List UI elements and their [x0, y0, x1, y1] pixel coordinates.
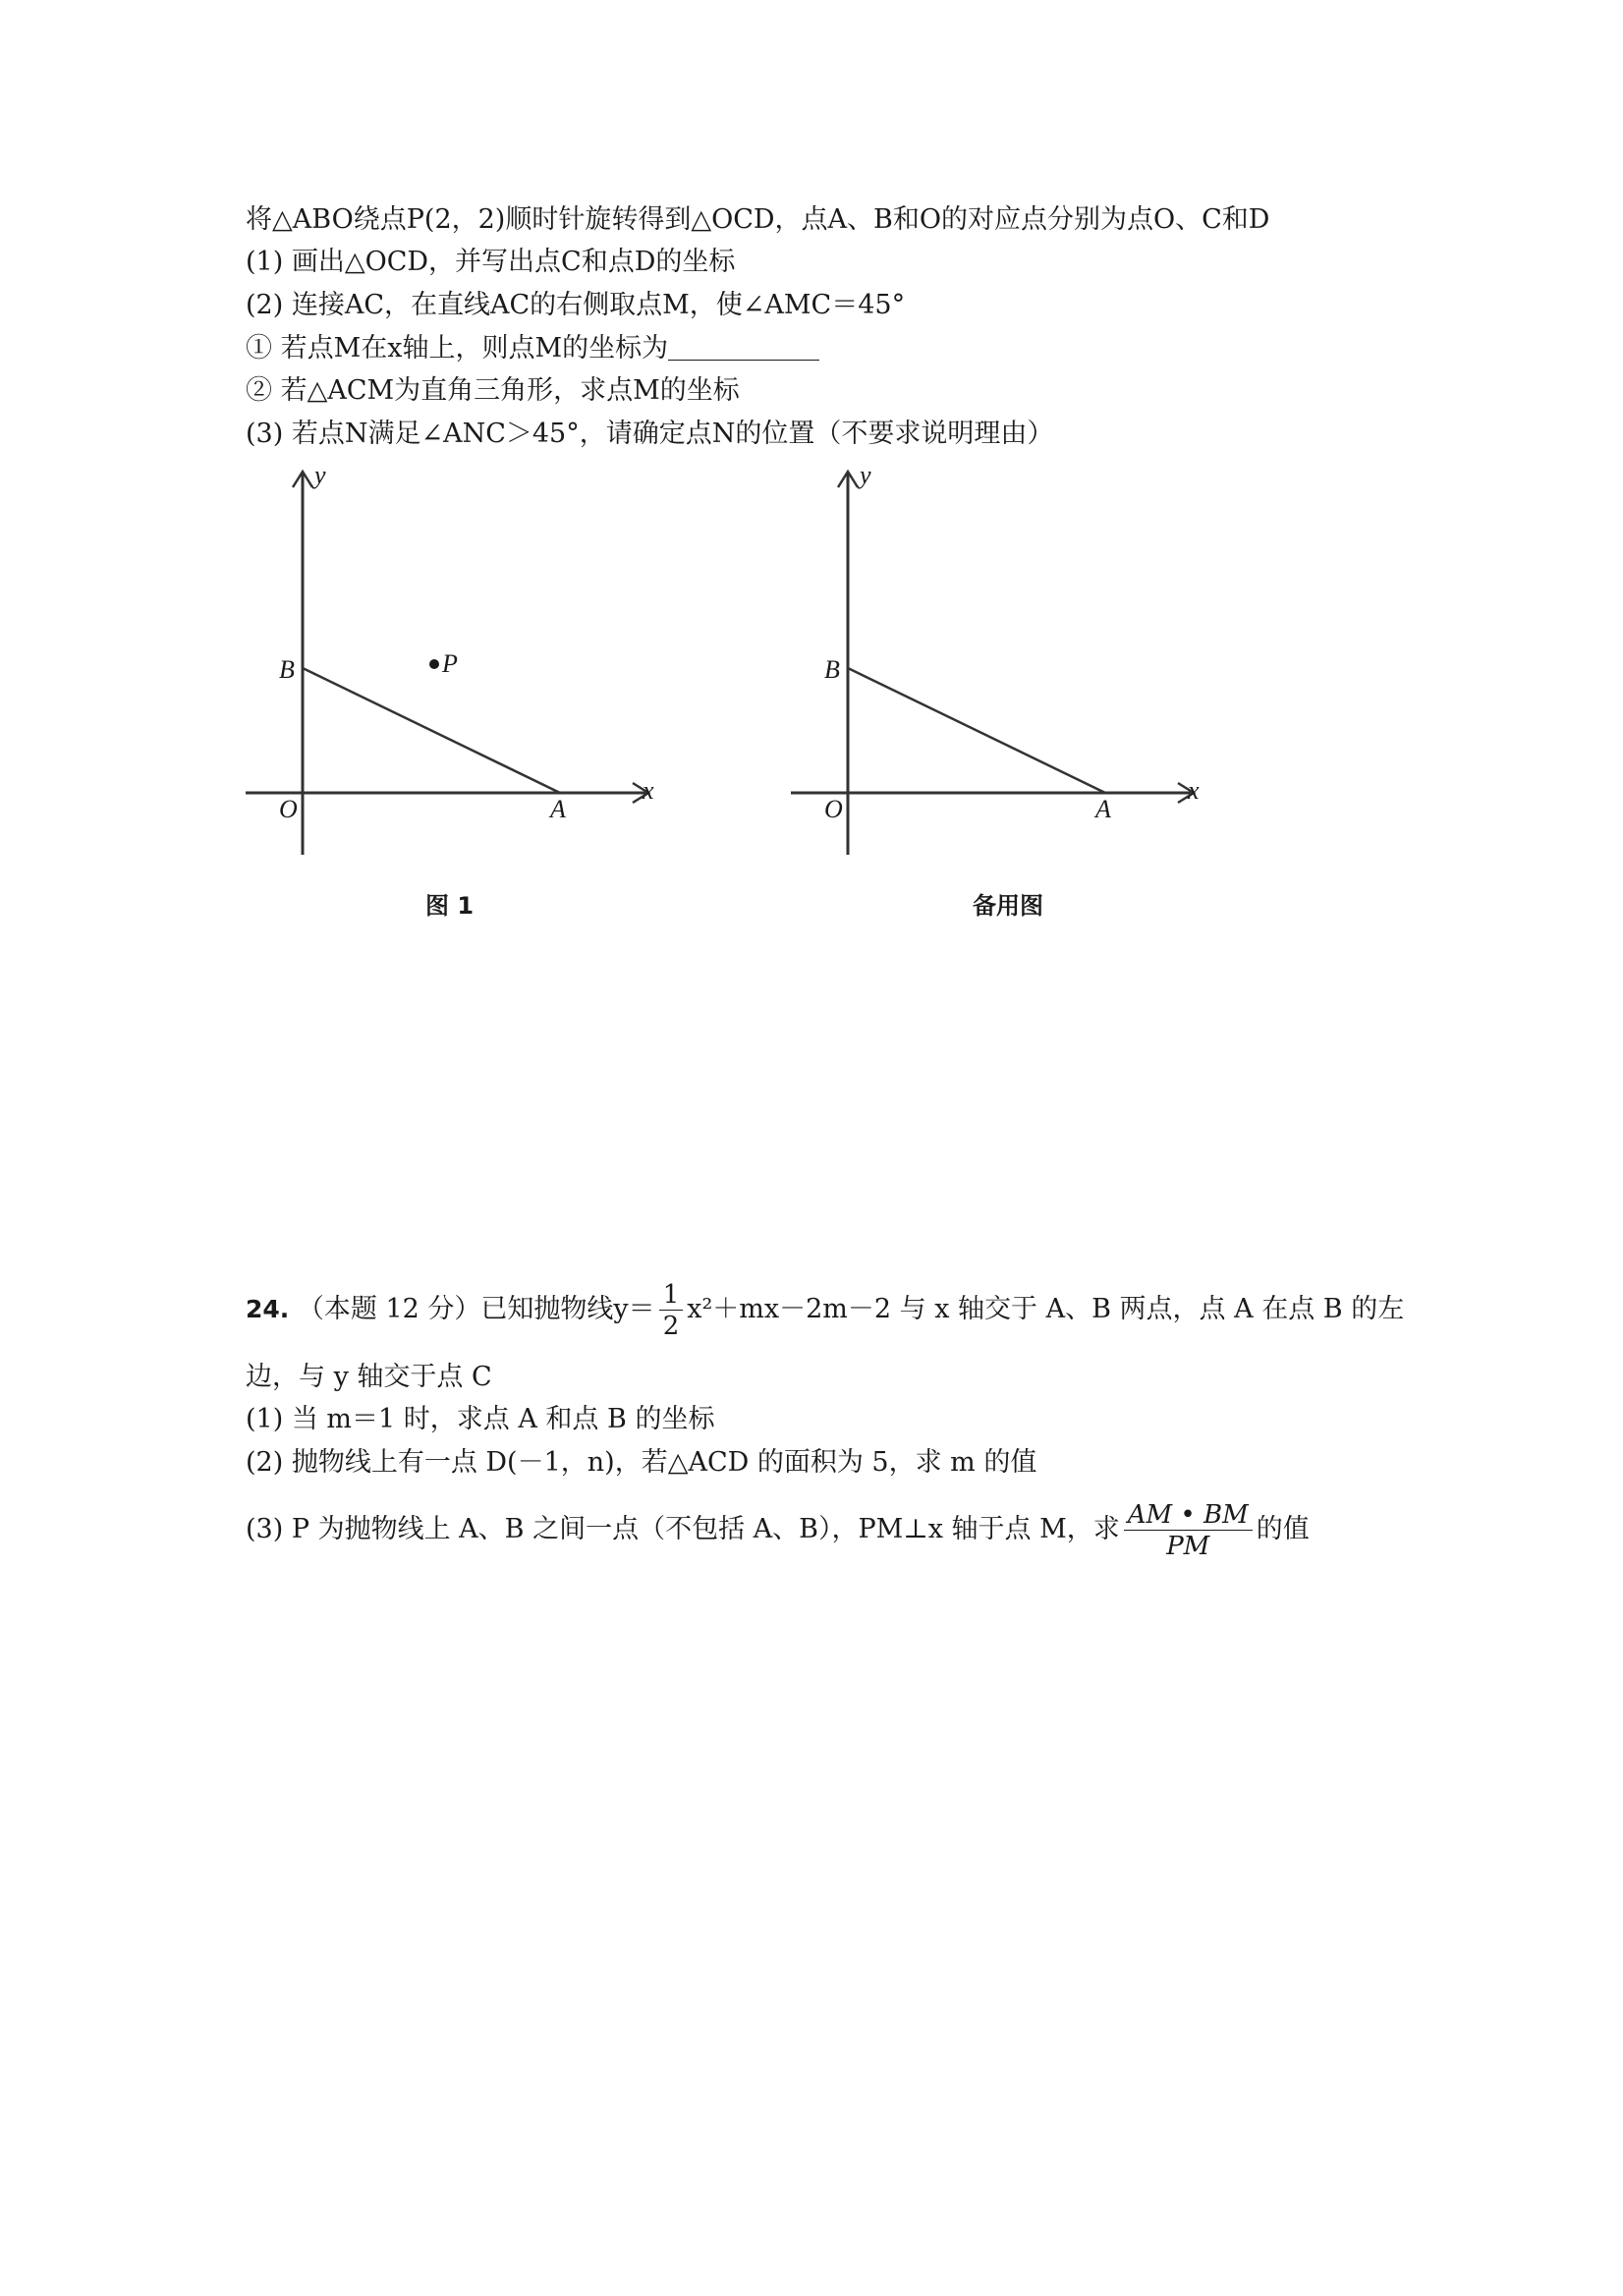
origin-label: O — [824, 795, 843, 823]
x-label: x — [643, 776, 654, 805]
fraction-denominator: 2 — [662, 1311, 680, 1341]
fraction-numerator: 1 — [659, 1282, 684, 1311]
answer-blank — [668, 336, 819, 361]
q23-part2a — [246, 331, 819, 366]
point-b-label: B — [824, 655, 840, 684]
q23-part2: (2) 连接AC，在直线AC的右侧取点M，使∠AMC＝45° — [246, 290, 906, 320]
point-b-label: B — [279, 655, 295, 684]
equation-rest: x²＋mx－2m－2 与 x 轴交于 A、B 两点，点 A 在点 B 的左 — [687, 1294, 1405, 1324]
q23-intro: 将△ABO绕点P(2，2)顺时针旋转得到△OCD，点A、B和O的对应点分别为点O、C和D — [246, 204, 1270, 235]
equation-lhs: y＝ — [613, 1294, 655, 1324]
q24-continuation: 边，与 y 轴交于点 C — [246, 1362, 492, 1392]
point-a-label: A — [550, 795, 566, 823]
y-label: y — [860, 462, 871, 489]
q23-part2b: ② 若△ACM为直角三角形，求点M的坐标 — [246, 375, 740, 406]
point-p — [429, 659, 439, 669]
segment-ab — [848, 668, 1105, 793]
q24-part3-end: 的值 — [1256, 1514, 1310, 1544]
fraction-am-bm-pm — [1124, 1499, 1253, 1561]
q23-part1: (1) 画出△OCD，并写出点C和点D的坐标 — [246, 247, 736, 277]
q23-part3: (3) 若点N满足∠ANC＞45°，请确定点N的位置（不要求说明理由） — [246, 419, 1054, 449]
q24-part2: (2) 抛物线上有一点 D(－1，n)，若△ACD 的面积为 5，求 m 的值 — [246, 1447, 1037, 1478]
x-label: x — [1188, 776, 1200, 805]
fraction-one-half — [659, 1279, 684, 1341]
figure-2-caption: 备用图 — [973, 892, 1043, 920]
figure-2 — [781, 462, 1213, 868]
q24-part3 — [246, 1495, 1310, 1564]
fraction-denominator: PM — [1166, 1531, 1210, 1561]
q23-part2a-text: ① 若点M在x轴上，则点M的坐标为 — [246, 333, 669, 364]
figure-1-caption: 图 1 — [425, 892, 475, 920]
point-p-label: P — [442, 649, 458, 678]
question-number: 24. — [246, 1295, 290, 1323]
fraction-numerator: AM • BM — [1124, 1502, 1253, 1531]
segment-ab — [303, 668, 560, 793]
q24-header-text: （本题 12 分）已知抛物线 — [297, 1294, 614, 1324]
q24-part1: (1) 当 m＝1 时，求点 A 和点 B 的坐标 — [246, 1404, 715, 1434]
figure-1-svg — [236, 462, 668, 865]
origin-label: O — [279, 795, 298, 823]
figure-1 — [236, 462, 668, 868]
point-a-label: A — [1095, 795, 1111, 823]
figure-2-svg — [781, 462, 1213, 865]
q24-part3-text: (3) P 为抛物线上 A、B 之间一点（不包括 A、B），PM⊥x 轴于点 M，求 — [246, 1514, 1120, 1544]
y-label: y — [314, 462, 326, 489]
q24-header — [246, 1280, 1404, 1339]
